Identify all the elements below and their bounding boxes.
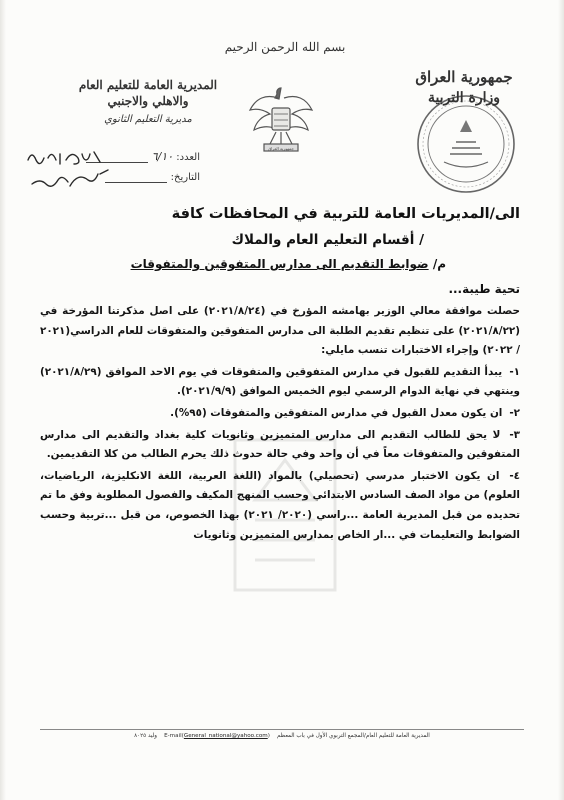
- country-name: جمهورية العراق: [415, 68, 513, 86]
- directorate-header: [78, 78, 218, 125]
- list-item: [40, 404, 520, 424]
- reference-number-label: العدد: [179, 152, 200, 163]
- page-edge-right: [558, 0, 564, 800]
- list-item-number: ٣-: [509, 428, 520, 441]
- list-item-text: ان يكون معدل القبول في مدارس المتفوقين والمتفوقات (٩٥%).: [170, 406, 503, 419]
- footer-email-label: E-mail(: [164, 733, 184, 739]
- reference-date: التاريخ:: [88, 172, 200, 183]
- footer-phone: وليد ٨٠٢٥: [134, 733, 157, 739]
- list-item-text: لا يحق للطالب التقديم الى مدارس المتميزين وثانويات كلية بغداد والتقديم الى مدارس المتفوقين والمتفوقات معاً في أن واحد وفي حالة حدوث ذلك يحرم الطالب من كلا التقديمين.: [40, 428, 520, 461]
- handwritten-reference-signature: [20, 140, 116, 200]
- directorate-line-1: المديرية العامة للتعليم العام: [78, 78, 218, 92]
- reference-date-label: التاريخ: [174, 172, 200, 183]
- ministry-name: وزارة التربية: [427, 90, 501, 106]
- basmala: بسم الله الرحمن الرحيم: [224, 40, 346, 54]
- list-item: [40, 426, 520, 465]
- list-item-number: ٤-: [509, 469, 520, 482]
- page-edge-left: [0, 0, 6, 800]
- letter-body: [40, 302, 520, 545]
- departments: / أقسام التعليم العام والملاك: [231, 232, 424, 248]
- footer-email-close: ): [267, 733, 270, 739]
- subject-text: ضوابط التقديم الى مدارس المتفوقين والمتفوقات: [130, 257, 429, 271]
- subject-line: [76, 257, 446, 271]
- reference-number-value: ٦/١٠: [151, 150, 174, 163]
- list-item-number: ١-: [509, 365, 520, 378]
- list-item: [40, 363, 520, 402]
- list-item-text: يبدأ التقديم للقبول في مدارس المتفوقين والمتفوقات في يوم الاحد الموافق (٢٠٢١/٨/٢٩) وينتهي في نهاية الدوام الرسمي ليوم الخميس الموافق (٢٠٢١/٩/٩).: [40, 365, 520, 398]
- greeting: تحية طيبة...: [448, 282, 520, 296]
- svg-text:جمهورية العراق: جمهورية العراق: [268, 146, 294, 151]
- addressee: الى/المديريات العامة للتربية في المحافظات كافة: [171, 206, 520, 222]
- directorate-line-2: والاهلي والاجنبي: [107, 94, 189, 108]
- intro-paragraph: حصلت موافقة معالي الوزير بهامشه المؤرخ في (٢٠٢١/٨/٢٤) على اصل مذكرتنا المؤرخة في (٢٠٢١/٨/٢٢) على تنظيم تقديم الطلبة الى مدارس المتفوقين والمتفوقات للعام الدراسي(٢٠٢١ / ٢٠٢٢) وإجراء الاختبارات تنسب مايلي:: [40, 305, 520, 357]
- letter-footer: [40, 729, 524, 739]
- list-item: [40, 467, 520, 545]
- subject-prefix: م/: [432, 257, 446, 271]
- ministry-header: [404, 68, 524, 106]
- directorate-line-3: مديرية التعليم الثانوي: [104, 114, 192, 125]
- reference-number: العدد: ٦/١٠: [88, 150, 200, 163]
- footer-email-link[interactable]: General_national@yahoo.com: [183, 733, 268, 739]
- list-item-text: ان يكون الاختبار مدرسي (تحصيلي) بالمواد (اللغة العربية، اللغة الانكليزية، الرياضيات، العلوم) من مواد الصف السادس الابتدائي وحسب المنهج المكيف والفصول المطلوبة وفق ما تم تحديده من قبل المديرية العامة ...راسي (٢٠٢٠/ ٢٠٢١) بهذا الخصوص، من قبل ...تربية وحسب الضوابط والتعليمات في ...ار الخاص بمدارس المتميزين وثانويات: [40, 469, 520, 541]
- footer-address: المديرية العامة للتعليم العام/المجمع التربوي الأول في باب المعظم: [277, 733, 430, 739]
- ministry-seal-icon: [414, 92, 518, 196]
- list-item-number: ٢-: [509, 406, 520, 419]
- iraq-eagle-emblem-icon: [248, 80, 314, 160]
